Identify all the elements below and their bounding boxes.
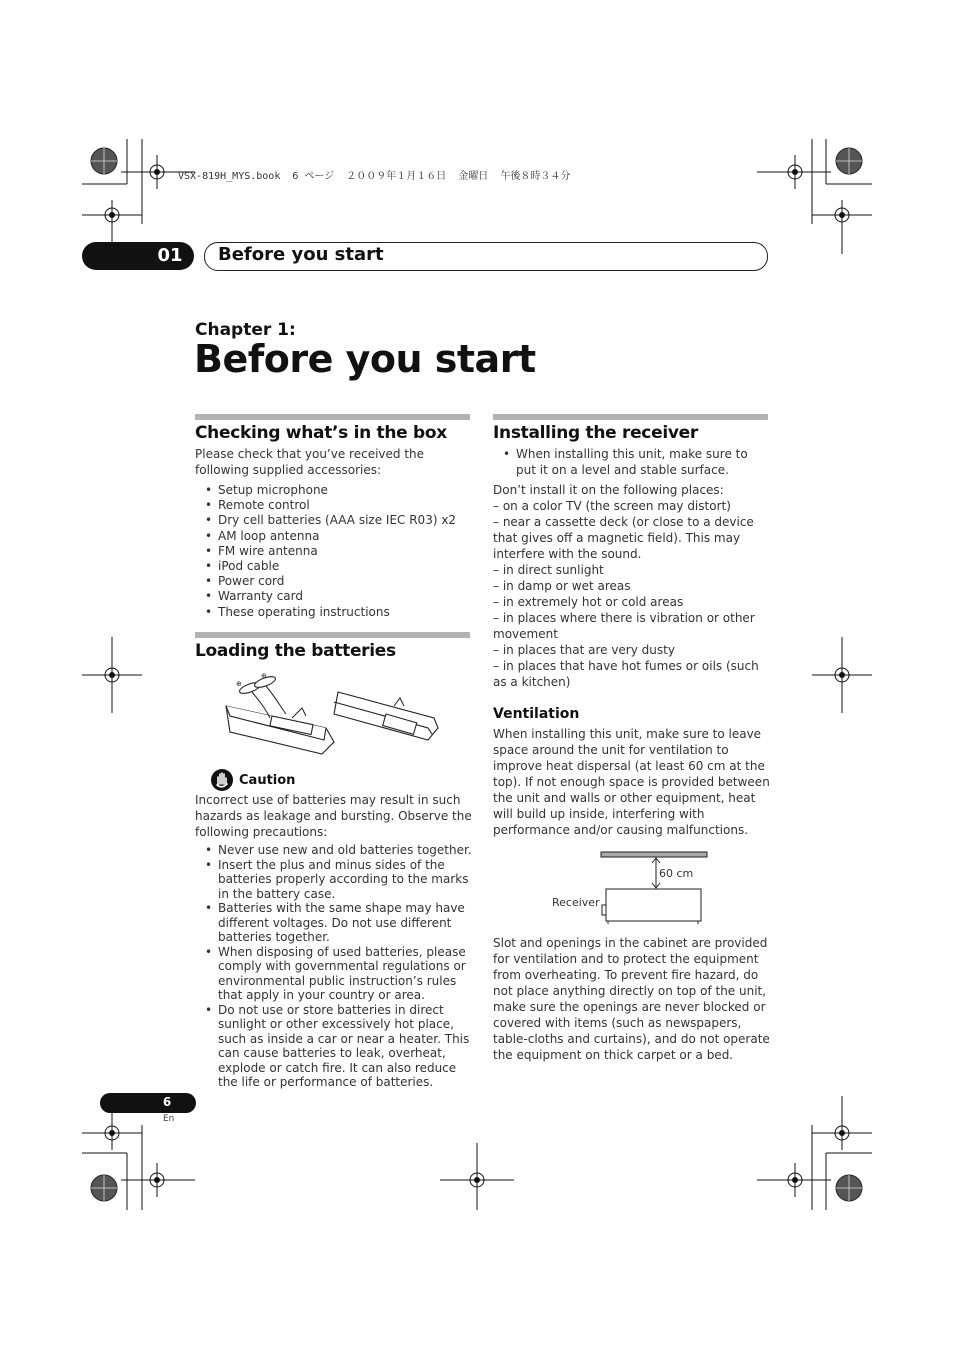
svg-text:⊕: ⊕ bbox=[236, 680, 242, 688]
caution-intro: Incorrect use of batteries may result in such hazards as leakage and bursting. Observe the following precautions: bbox=[195, 793, 472, 839]
installing-bullet-list bbox=[493, 446, 771, 478]
chapter-title: Before you start bbox=[194, 337, 536, 381]
place-item: – on a color TV (the screen may distort) bbox=[493, 499, 731, 513]
section-rule bbox=[493, 414, 768, 420]
list-item: • Dry cell batteries (AAA size IEC R03) x2 bbox=[195, 513, 475, 528]
batteries-heading: Loading the batteries bbox=[195, 641, 396, 661]
place-item: – near a cassette deck (or close to a device that gives off a magnetic field). This may interfere with the sound. bbox=[493, 515, 754, 561]
ventilation-closing: Slot and openings in the cabinet are provided for ventilation and to protect the equipment from overheating. To prevent fire hazard, do not place anything directly on top of the unit, make sure the openings are never blocked or covered with items (such as newspapers, table-cloths and curtains), and do not operate the equipment on thick carpet or a bed. bbox=[493, 936, 770, 1062]
list-item: • When installing this unit, make sure to put it on a level and stable surface. bbox=[493, 446, 771, 478]
list-item: • FM wire antenna bbox=[195, 544, 475, 559]
caution-hand-icon bbox=[210, 768, 234, 792]
list-item: • Batteries with the same shape may have different voltages. Do not use different batteries together. bbox=[195, 901, 473, 945]
installing-places bbox=[493, 482, 771, 690]
list-item: • Warranty card bbox=[195, 589, 475, 604]
list-item: • iPod cable bbox=[195, 559, 475, 574]
place-item: – in damp or wet areas bbox=[493, 579, 631, 593]
caution-label: Caution bbox=[239, 773, 296, 788]
ventilation-heading: Ventilation bbox=[493, 706, 580, 722]
receiver-label: Receiver bbox=[552, 896, 600, 909]
installing-heading: Installing the receiver bbox=[493, 423, 698, 443]
list-item: • AM loop antenna bbox=[195, 529, 475, 544]
list-item: • Power cord bbox=[195, 574, 475, 589]
place-item: – in places that have hot fumes or oils (such as a kitchen) bbox=[493, 659, 759, 689]
list-item: • These operating instructions bbox=[195, 605, 475, 620]
page-language: En bbox=[163, 1114, 175, 1124]
box-contents-list bbox=[195, 483, 475, 620]
battery-precautions-list bbox=[195, 843, 473, 1090]
places-intro: Don’t install it on the following places: bbox=[493, 483, 724, 497]
place-item: – in places that are very dusty bbox=[493, 643, 675, 657]
svg-text:⊕: ⊕ bbox=[261, 672, 267, 680]
list-item: • Never use new and old batteries together. bbox=[195, 843, 473, 858]
clearance-label: 60 cm bbox=[659, 867, 694, 880]
section-rule bbox=[195, 632, 470, 638]
section-rule bbox=[195, 414, 470, 420]
list-item: • Do not use or store batteries in direct sunlight or other excessively hot place, such as inside a car or near a heater. This can cause batteries to leak, overheat, explode or catch fire. It can also reduce the life or performance of batteries. bbox=[195, 1003, 473, 1090]
box-intro: Please check that you’ve received the following supplied accessories: bbox=[195, 447, 425, 477]
place-item: – in extremely hot or cold areas bbox=[493, 595, 684, 609]
place-item: – in places where there is vibration or other movement bbox=[493, 611, 755, 641]
section-title: Before you start bbox=[218, 244, 384, 265]
list-item: • Remote control bbox=[195, 498, 475, 513]
ventilation-diagram bbox=[548, 848, 713, 926]
list-item: • Setup microphone bbox=[195, 483, 475, 498]
chapter-label: Chapter 1: bbox=[195, 320, 296, 340]
list-item: • When disposing of used batteries, please comply with governmental regulations or environmental public instruction’s rules that apply in your country or area. bbox=[195, 945, 473, 1003]
page-number: 6 bbox=[162, 1095, 172, 1109]
place-item: – in direct sunlight bbox=[493, 563, 604, 577]
ventilation-text: When installing this unit, make sure to leave space around the unit for ventilation to improve heat dispersal (at least 60 cm at the top). If not enough space is provided between the unit and walls or other equipment, heat will build up inside, interfering with performance and/or causing malfunctions. bbox=[493, 727, 770, 837]
list-item: • Insert the plus and minus sides of the batteries properly according to the marks in the battery case. bbox=[195, 858, 473, 902]
battery-loading-illustration bbox=[222, 668, 442, 760]
chapter-number: 01 bbox=[157, 245, 183, 266]
box-heading: Checking what’s in the box bbox=[195, 423, 447, 443]
printer-slug: VSX-819H_MYS.book 6 ページ ２００９年１月１６日 金曜日 午後８時３４分 bbox=[178, 171, 571, 182]
